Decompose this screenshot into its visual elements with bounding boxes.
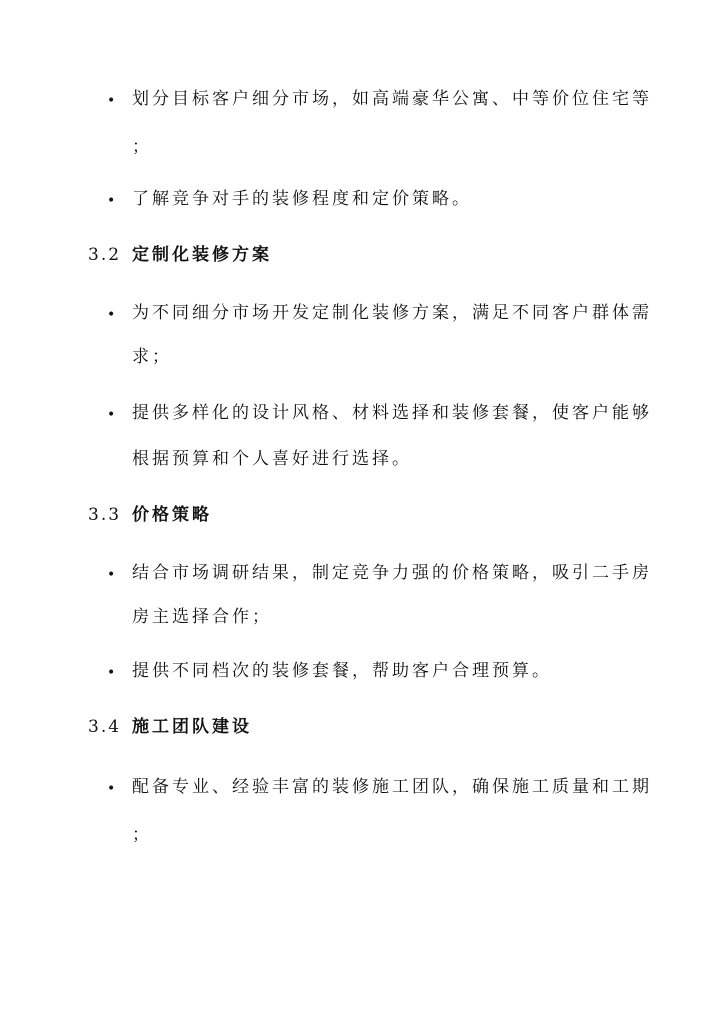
bullet-icon: •	[107, 407, 116, 423]
section-title: 价格策略	[132, 505, 212, 525]
bullet-icon: •	[107, 567, 116, 583]
list-item-line: 为不同细分市场开发定制化装修方案，满足不同客户群体需	[132, 303, 652, 323]
section-heading	[88, 504, 212, 526]
section-number: 3.3	[88, 505, 122, 525]
list-item-line: ；	[132, 137, 152, 157]
section-heading	[88, 716, 252, 738]
bullet-icon: •	[107, 193, 116, 209]
list-item-line: 结合市场调研结果，制定竞争力强的价格策略，吸引二手房	[132, 563, 652, 583]
bullet-icon: •	[107, 781, 116, 797]
list-item-line: 划分目标客户细分市场，如高端豪华公寓、中等价位住宅等	[132, 89, 652, 109]
bullet-icon: •	[107, 665, 116, 681]
section-title: 施工团队建设	[132, 717, 252, 737]
list-item-line: 根据预算和个人喜好进行选择。	[132, 449, 412, 469]
list-item-line: ；	[132, 825, 152, 845]
list-item-line: 提供不同档次的装修套餐，帮助客户合理预算。	[132, 661, 552, 681]
section-number: 3.4	[88, 717, 122, 737]
bullet-icon: •	[107, 93, 116, 109]
list-item-line: 房主选择合作；	[132, 607, 272, 627]
list-item-line: 配备专业、经验丰富的装修施工团队，确保施工质量和工期	[132, 777, 652, 797]
section-number: 3.2	[88, 245, 122, 265]
bullet-icon: •	[107, 307, 116, 323]
list-item-line: 了解竞争对手的装修程度和定价策略。	[132, 189, 472, 209]
section-title: 定制化装修方案	[132, 245, 272, 265]
list-item-line: 提供多样化的设计风格、材料选择和装修套餐，使客户能够	[132, 403, 652, 423]
list-item-line: 求；	[132, 347, 172, 367]
section-heading	[88, 244, 272, 266]
